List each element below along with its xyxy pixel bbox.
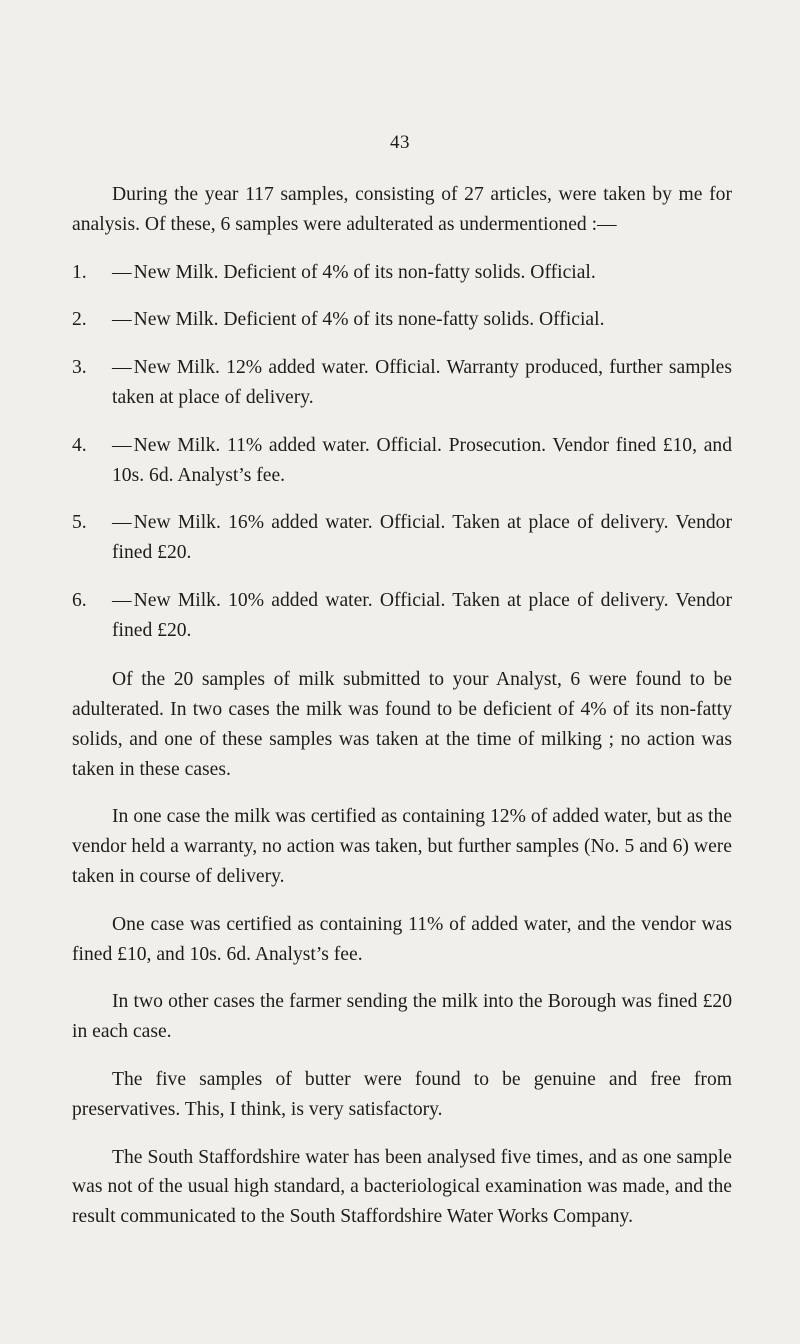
list-item	[72, 305, 732, 335]
list-item-text: — New Milk. Deficient of 4% of its non-fatty solids. Official.	[112, 262, 596, 283]
water-analysis-paragraph: The South Staffordshire water has been analysed five times, and as one sample was not of the usual high standard, a bacteriological examination was made, and the result communicated to the South Staffordshire Water Works Company.	[72, 1146, 732, 1228]
list-item-text: — New Milk. 16% added water. Official. Taken at place of delivery. Vendor fined £20.	[112, 512, 732, 563]
list-item	[72, 508, 732, 568]
farmer-fine-paragraph: In two other cases the farmer sending the milk into the Borough was fined £20 in each case.	[72, 991, 732, 1043]
list-item	[72, 586, 732, 646]
list-item-number: 4.	[72, 434, 87, 456]
list-item	[72, 258, 732, 288]
list-item-number: 3.	[72, 357, 87, 379]
list-item-text: — New Milk. 10% added water. Official. Taken at place of delivery. Vendor fined £20.	[112, 590, 732, 641]
page-number: 43	[390, 132, 410, 153]
milk-summary-paragraph: Of the 20 samples of milk submitted to your Analyst, 6 were found to be adulterated. In two cases the milk was found to be deficient of 4% of its non-fatty solids, and one of these samples was taken at the time of milking ; no action was taken in these cases.	[72, 669, 732, 780]
page-body	[72, 180, 732, 1232]
warranty-paragraph: In one case the milk was certified as containing 12% of added water, but as the vendor held a warranty, no action was taken, but further samples (No. 5 and 6) were taken in course of delivery.	[72, 806, 732, 887]
butter-paragraph: The five samples of butter were found to be genuine and free from preservatives. This, I think, is very satisfactory.	[72, 1068, 732, 1120]
list-item-number: 5.	[72, 512, 87, 534]
intro-paragraph: During the year 117 samples, consisting of 27 articles, were taken by me for analysis. Of these, 6 samples were adulterated as undermentioned :—	[72, 184, 732, 235]
list-item	[72, 431, 732, 491]
list-item-number: 1.	[72, 261, 87, 283]
list-item	[72, 353, 732, 413]
list-item-text: — New Milk. 12% added water. Official. Warranty produced, further samples taken at place of delivery.	[112, 357, 732, 408]
list-item-text: — New Milk. 11% added water. Official. Prosecution. Vendor fined £10, and 10s. 6d. Analyst’s fee.	[112, 435, 732, 486]
list-item-number: 6.	[72, 589, 87, 611]
adulterated-samples-list	[72, 258, 732, 646]
list-item-text: — New Milk. Deficient of 4% of its none-fatty solids. Official.	[112, 309, 604, 330]
list-item-number: 2.	[72, 309, 87, 331]
prosecution-paragraph: One case was certified as containing 11% of added water, and the vendor was fined £10, and 10s. 6d. Analyst’s fee.	[72, 913, 732, 965]
